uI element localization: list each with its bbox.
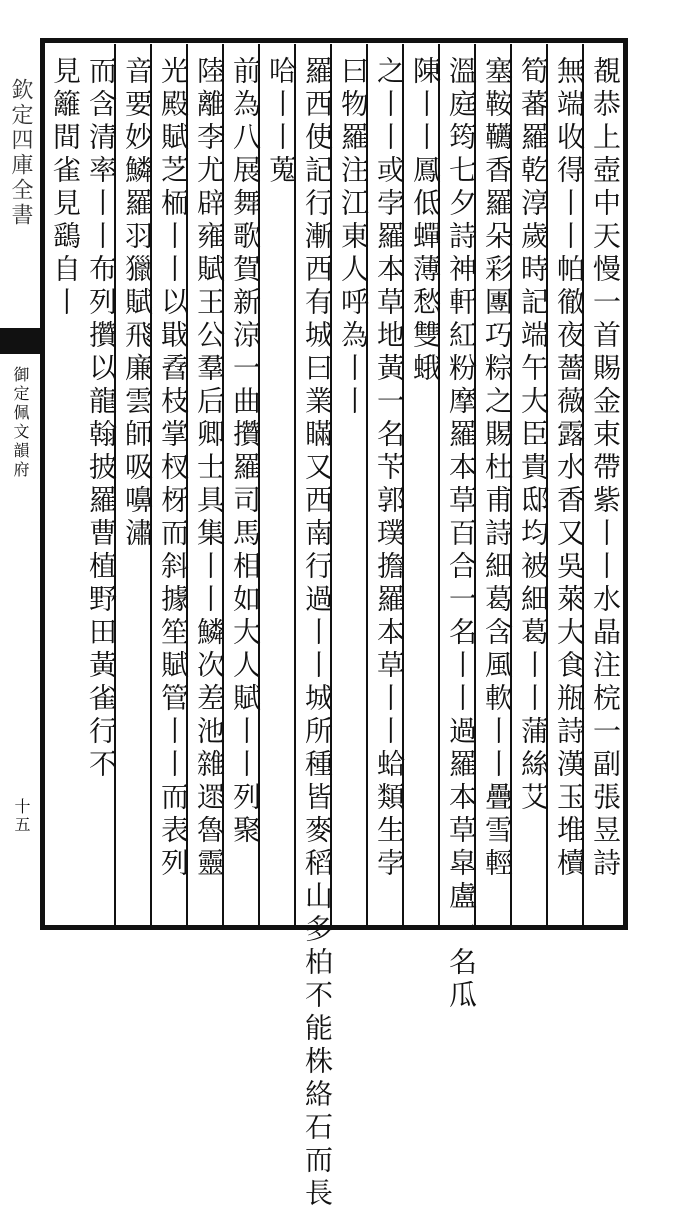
page-number: 十五 xyxy=(12,798,31,834)
text-column: 見籬間雀見鷂自丨 xyxy=(49,56,82,320)
text-column: 塞鞍韉香羅朵彩團巧粽之賜杜甫詩細葛含風軟丨丨疊雪輕 xyxy=(481,56,514,881)
text-column: 陳丨丨鳳低蟬薄愁雙蛾 xyxy=(409,56,442,386)
text-column: 無端收得丨丨帕徹夜薔薇露水香又吳萊大食瓶詩漢玉堆櫝 xyxy=(553,56,586,881)
text-column: 之丨丨或孛羅本草地黃一名苄郭璞擔羅本草丨丨蛤類生孛 xyxy=(373,56,406,881)
text-column: 哈丨丨蒐 xyxy=(265,56,298,188)
text-column: 羅西使記行漸西有城曰業瞞又西南行過丨丨城所種皆麥稻山多柏不能株絡石而長 xyxy=(301,56,334,1211)
fishtail-mark xyxy=(0,328,40,354)
text-column: 覩恭上壺中天慢一首賜金束帶紫丨丨水晶注梡一副張昱詩 xyxy=(589,56,622,881)
page-margin xyxy=(0,38,40,930)
book-title: 御定佩文韻府 xyxy=(11,366,30,480)
text-column: 陸離李尤辟雍賦王公羣后卿士具集丨丨鱗次差池雜遝魯靈 xyxy=(193,56,226,881)
text-column: 曰物羅注江東人呼為丨丨 xyxy=(337,56,370,419)
text-column: 溫庭筠七夕詩神軒紅粉摩羅本草百合一名丨丨過羅本草皐盧一名瓜 xyxy=(445,56,478,1013)
collection-title: 欽定四庫全書 xyxy=(8,78,33,228)
text-column: 音要妙鱗羅羽獵賦飛廉雲師吸嚊潚 xyxy=(121,56,154,551)
text-column: 光殿賦芝栭丨丨以戢孴枝掌杈枒而斜據笙賦管丨丨而表列 xyxy=(157,56,190,881)
text-column: 而含清率丨丨布列攢以龍翰披羅曹植野田黃雀行不 xyxy=(85,56,118,782)
text-column: 筍蕃羅乾淳歲時記端午大臣貴邸均被細葛丨丨蒲絲艾 xyxy=(517,56,550,815)
text-column: 前為八展舞歌賀新涼一曲攢羅司馬相如大人賦丨丨列聚 xyxy=(229,56,262,848)
